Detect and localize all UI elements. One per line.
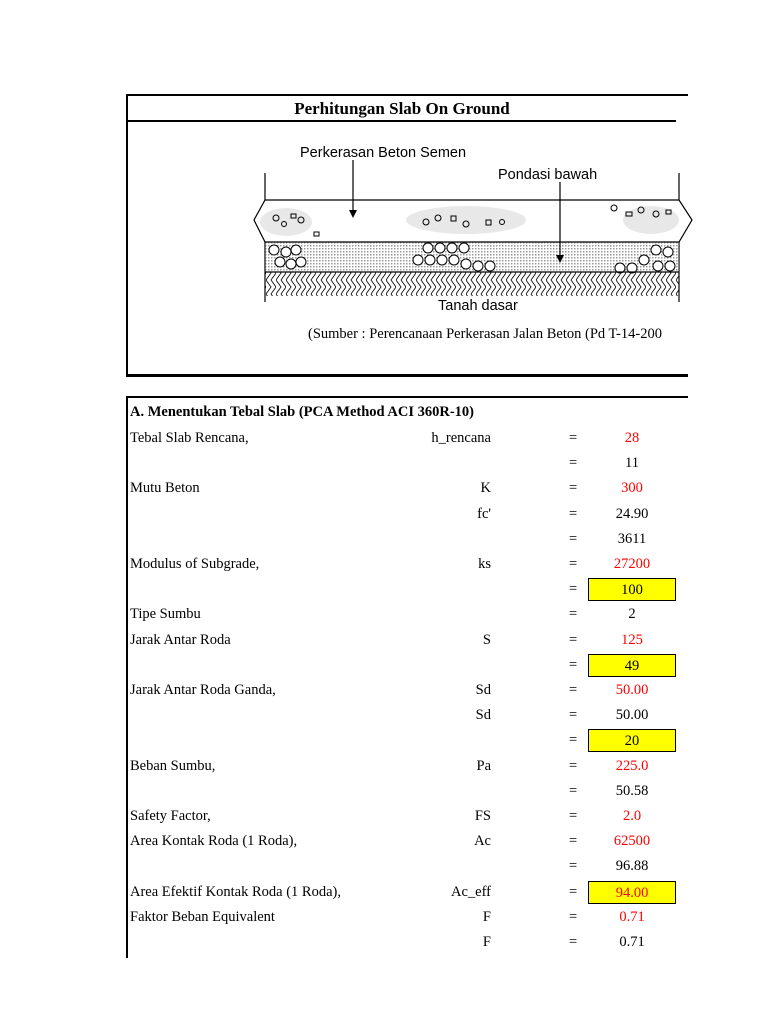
table-row: [128, 602, 688, 627]
row-equals: =: [569, 530, 578, 547]
row-symbol: K: [480, 480, 491, 497]
row-symbol: Sd: [475, 707, 491, 724]
label-subgrade: Tanah dasar: [438, 298, 518, 314]
row-value: 62500: [613, 833, 651, 850]
table-row: [128, 552, 688, 577]
row-equals: =: [569, 707, 578, 724]
row-value: 20: [588, 729, 676, 752]
table-row: [128, 804, 688, 829]
table-row: [128, 502, 688, 527]
table-row: [128, 476, 688, 501]
row-value: 49: [588, 654, 676, 677]
row-value: 125: [621, 631, 643, 648]
row-equals: =: [569, 480, 578, 497]
row-value: 27200: [613, 556, 651, 572]
row-symbol: F: [482, 908, 491, 925]
row-value: 300: [621, 480, 643, 497]
table-row: [128, 728, 688, 753]
row-value: 2.0: [622, 808, 642, 824]
row-symbol: FS: [474, 808, 491, 824]
row-symbol: F: [482, 934, 491, 950]
table-row: [128, 527, 688, 552]
table-row: [128, 426, 688, 451]
row-equals: =: [569, 581, 578, 598]
row-symbol: h_rencana: [431, 430, 491, 446]
row-value: 0.71: [619, 934, 645, 950]
calculation-table: [126, 396, 688, 958]
row-label: Mutu Beton: [130, 480, 200, 497]
row-value: 225.0: [615, 757, 649, 774]
table-row: [128, 829, 688, 854]
row-value: 100: [588, 578, 676, 601]
row-equals: =: [569, 505, 578, 522]
label-subbase: Pondasi bawah: [498, 167, 598, 183]
table-row: [128, 905, 688, 930]
page-title: Perhitungan Slab On Ground: [128, 96, 676, 122]
row-label: Area Efektif Kontak Roda (1 Roda),: [130, 883, 341, 900]
table-row: [128, 880, 688, 905]
row-label: Modulus of Subgrade,: [130, 556, 260, 572]
table-row: [128, 451, 688, 476]
row-value: 2: [628, 606, 636, 623]
row-value: 96.88: [615, 858, 649, 875]
row-label: Jarak Antar Roda: [130, 631, 231, 648]
row-symbol: fc': [477, 505, 491, 522]
row-equals: =: [569, 782, 578, 799]
row-value: 0.71: [619, 908, 645, 925]
row-equals: =: [569, 732, 578, 749]
row-equals: =: [569, 682, 578, 698]
label-concrete: Perkerasan Beton Semen: [300, 145, 467, 161]
table-row: [128, 779, 688, 804]
row-label: Tebal Slab Rencana,: [130, 430, 249, 446]
table-row: [128, 653, 688, 678]
row-value: 50.00: [615, 682, 649, 698]
row-value: 50.58: [615, 782, 649, 799]
row-label: Jarak Antar Roda Ganda,: [130, 682, 276, 698]
row-value: 94.00: [588, 881, 676, 904]
table-row: [128, 703, 688, 728]
row-symbol: Ac: [474, 833, 491, 850]
source-citation: (Sumber : Perencanaan Perkerasan Jalan Beton (Pd T-14-200: [308, 326, 662, 342]
row-symbol: Sd: [475, 682, 491, 698]
table-row: [128, 628, 688, 653]
row-value: 28: [624, 430, 640, 446]
row-equals: =: [569, 455, 578, 472]
row-symbol: Ac_eff: [451, 883, 491, 900]
section-title: A. Menentukan Tebal Slab (PCA Method ACI 360R-10): [130, 404, 475, 420]
row-equals: =: [569, 883, 578, 900]
row-equals: =: [569, 606, 578, 623]
row-equals: =: [569, 934, 578, 950]
row-equals: =: [569, 858, 578, 875]
row-equals: =: [569, 430, 578, 446]
row-value: 24.90: [615, 505, 649, 522]
row-equals: =: [569, 757, 578, 774]
table-row: [128, 754, 688, 779]
table-row: [128, 930, 688, 955]
row-symbol: ks: [478, 556, 491, 572]
row-label: Area Kontak Roda (1 Roda),: [130, 833, 298, 850]
row-label: Beban Sumbu,: [130, 757, 216, 774]
row-value: 3611: [617, 530, 647, 547]
row-symbol: Pa: [476, 757, 491, 774]
row-equals: =: [569, 656, 578, 673]
table-row: [128, 854, 688, 879]
row-value: 50.00: [615, 707, 649, 724]
row-label: Faktor Beban Equivalent: [130, 908, 275, 925]
row-equals: =: [569, 833, 578, 850]
row-equals: =: [569, 808, 578, 824]
row-label: Tipe Sumbu: [130, 606, 201, 623]
row-equals: =: [569, 908, 578, 925]
row-equals: =: [569, 631, 578, 648]
row-equals: =: [569, 556, 578, 572]
row-symbol: S: [482, 631, 491, 648]
row-label: Safety Factor,: [130, 808, 211, 824]
table-row: [128, 577, 688, 602]
row-value: 11: [625, 455, 639, 472]
table-row: [128, 678, 688, 703]
